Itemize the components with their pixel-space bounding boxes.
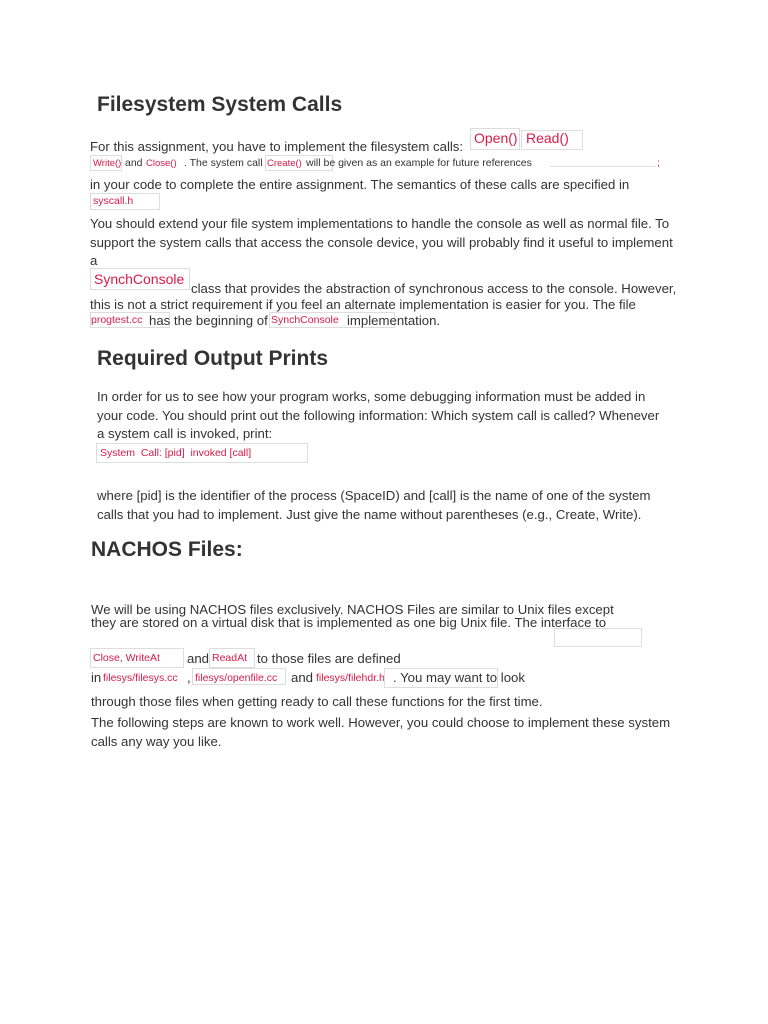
- paragraph-line: You should extend your file system implementations to handle the console as well as normal file. To: [90, 216, 670, 231]
- code-openfile-cc: filesys/openfile.cc: [195, 672, 278, 684]
- text-and: and: [291, 670, 314, 685]
- text-and: and: [125, 157, 143, 169]
- paragraph-line: through those files when getting ready to call these functions for the first time.: [91, 694, 543, 709]
- blank-line: [550, 166, 656, 167]
- section-title-output-prints: Required Output Prints: [97, 347, 328, 370]
- code-open: Open(): [474, 130, 518, 146]
- paragraph-line: class that provides the abstraction of synchronous access to the console. However,: [191, 281, 677, 296]
- paragraph-line: your code. You should print out the following information: Which system call is called? Whenever: [97, 408, 660, 423]
- paragraph-line: they are stored on a virtual disk that is implemented as one big Unix file. The interface to: [91, 615, 607, 630]
- section-title-nachos-files: NACHOS Files:: [91, 538, 243, 561]
- text-comma: ,: [187, 670, 191, 685]
- text-implementation: implementation.: [347, 313, 441, 328]
- code-syscall-h: syscall.h: [93, 195, 134, 207]
- paragraph-line: in your code to complete the entire assignment. The semantics of these calls are specified in: [90, 177, 630, 192]
- paragraph-line: where [pid] is the identifier of the process (SpaceID) and [call] is the name of one of the system: [97, 488, 651, 503]
- code-read: Read(): [526, 130, 569, 146]
- paragraph-line: a: [90, 253, 98, 268]
- paragraph-line: calls that you had to implement. Just give the name without parentheses (e.g., Create, Write).: [97, 507, 642, 522]
- text-semicolon: ;: [657, 157, 660, 169]
- code-progtest: progtest.cc: [91, 314, 143, 326]
- text-defined: to those files are defined: [257, 651, 401, 666]
- code-close-writeat: Close, WriteAt: [93, 652, 160, 664]
- code-synchconsole-small: SynchConsole: [271, 314, 339, 326]
- text-and: and: [187, 651, 210, 666]
- text-system-call: . The system call: [184, 157, 263, 169]
- paragraph-line: calls any way you like.: [91, 734, 222, 749]
- text-has-beginning: has the beginning of: [149, 313, 268, 328]
- code-readat: ReadAt: [212, 652, 248, 664]
- section-title-filesystem-calls: Filesystem System Calls: [97, 93, 343, 116]
- code-filehdr-h: filesys/filehdr.h: [316, 672, 385, 684]
- code-write: Write(): [93, 158, 122, 169]
- text-in: in: [91, 670, 102, 685]
- paragraph-line: a system call is invoked, print:: [97, 426, 273, 441]
- text-example: will be given as an example for future references: [306, 157, 532, 169]
- paragraph-line: We will be using NACHOS files exclusively. NACHOS Files are similar to Unix files except: [91, 602, 614, 617]
- code-synchconsole-large: SynchConsole: [94, 271, 185, 287]
- paragraph-line: The following steps are known to work well. However, you could choose to implement these system: [91, 715, 671, 730]
- paragraph-line: support the system calls that access the console device, you will probably find it useful to implement: [90, 235, 673, 250]
- code-create: Create(): [267, 158, 302, 169]
- code-print-format: System Call: [pid] invoked [call]: [100, 447, 252, 459]
- code-filesys-cc: filesys/filesys.cc: [103, 672, 178, 684]
- paragraph-line: this is not a strict requirement if you feel an alternate implementation is easier for you. The file: [90, 297, 636, 312]
- code-box: [554, 628, 642, 647]
- paragraph-line: For this assignment, you have to implement the filesystem calls:: [90, 139, 464, 154]
- text-may-look: . You may want to look: [393, 670, 525, 685]
- paragraph-line: In order for us to see how your program works, some debugging information must be added in: [97, 389, 646, 404]
- code-close: Close(): [146, 158, 177, 169]
